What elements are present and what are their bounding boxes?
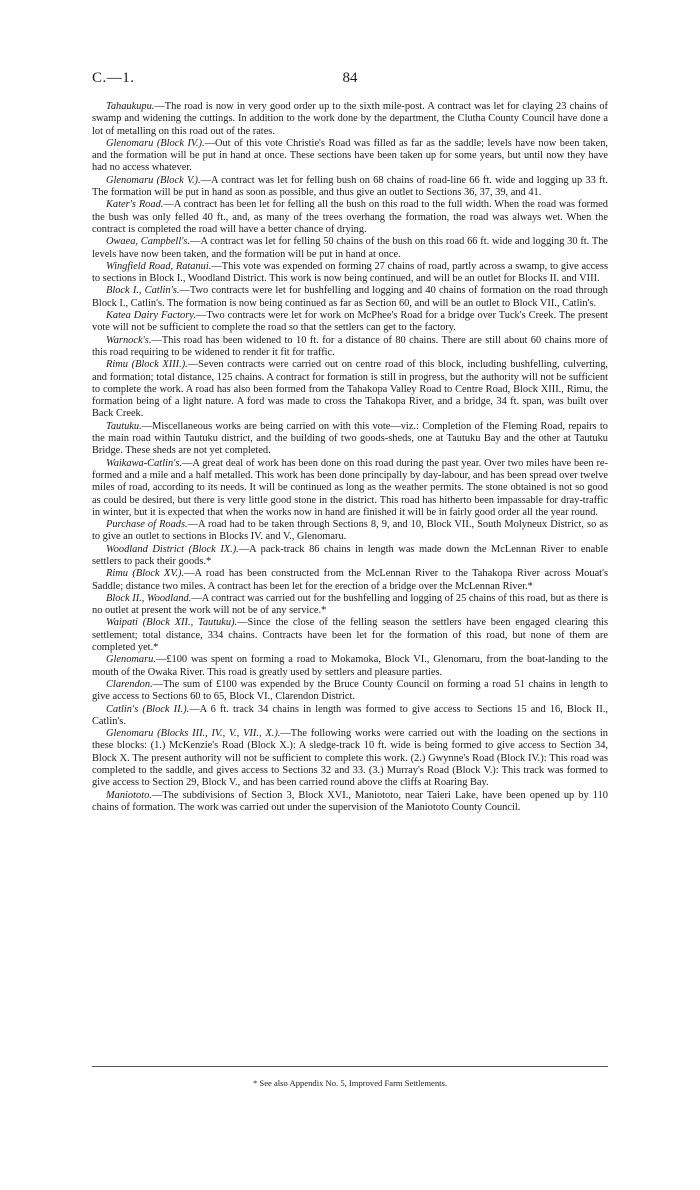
- paragraph-text: —A road has been constructed from the McLennan River to the Tahakopa River across Mouat's Saddle; distance two miles. A contract has been let for the erection of a bridge over the McLennan River.*: [92, 568, 608, 592]
- paragraph-text: —A contract was let for felling bush on 68 chains of road-line 66 ft. wide and logging up 33 ft. The formation will be put in hand as soon as possible, and thus give an outlet to Sections 36, 37, 39, and 41.: [92, 174, 608, 199]
- report-paragraph: [92, 359, 608, 420]
- paragraph-text: —Seven contracts were carried out on centre road of this block, including bushfelling, culverting, and formation; total distance, 125 chains. A contract for formation is still in progress, but the authority will not be sufficient to complete the work. A road has also been formed from the Tahakopa Valley Road to Centre Road, Block XIII., Rimu, the formation being of a light nature. A ford was made to cross the Tahakopa River, and a bridge, 34 ft. span, was built over Back Creek.: [92, 359, 609, 420]
- paragraph-text: —A contract was carried out for the bushfelling and logging of 25 chains of this road, but as there is no outlet at present the work will not be of any service.*: [92, 592, 609, 617]
- paragraph-heading: Maniototo.: [106, 789, 152, 801]
- paragraph-text: —Two contracts were let for work on McPhee's Road for a bridge over Tuck's Creek. The present vote will not be sufficient to complete the road so that the settlers can get to the factory.: [92, 310, 608, 334]
- report-paragraph: [92, 458, 608, 519]
- page-header: [92, 70, 608, 92]
- paragraph-text: —This vote was expended on forming 27 chains of road, partly across a swamp, to give access to sections in Block I., Woodland District. This work is now being continued, and will be an outlet for Blocks II. and VIII.: [92, 260, 608, 285]
- report-paragraph: [92, 728, 608, 789]
- report-paragraph: [92, 568, 608, 593]
- paragraph-heading: Kater's Road.: [106, 199, 164, 211]
- paragraph-heading: Waikawa-Catlin's.: [106, 457, 183, 469]
- paragraph-heading: Warnock's.: [106, 334, 152, 346]
- paragraph-text: —A 6 ft. track 34 chains in length was formed to give access to Sections 15 and 16, Block II., Catlin's.: [92, 703, 608, 727]
- report-paragraph: [92, 654, 608, 679]
- paragraph-heading: Block I., Catlin's.: [106, 285, 180, 297]
- paragraph-text: —A road had to be taken through Sections 8, 9, and 10, Block VII., South Molyneux District, so as to give an outlet to sections in Blocks IV. and V., Glenomaru.: [92, 519, 609, 543]
- paragraph-text: —The road is now in very good order up to the sixth mile-post. A contract was let for claying 23 chains of swamp and widening the cuttings. In addition to the work done by the department, the Clutha County Council have done a lot of metalling on this road out of the rates.: [92, 101, 608, 137]
- paragraph-heading: Clarendon.: [106, 678, 153, 690]
- paragraph-heading: Glenomaru (Block V.).: [106, 174, 201, 186]
- paragraph-heading: Tautuku.: [106, 420, 142, 432]
- report-paragraph: [92, 236, 608, 261]
- report-paragraph: [92, 101, 608, 138]
- paragraph-text: —A contract has been let for felling all the bush on this road to the full width. When the road was formed the bush was only felled 40 ft., and, as many of the trees overhang the formation, the road was always wet. When the contract is completed the road will have a better chance of drying.: [92, 199, 608, 235]
- paragraph-text: —A pack-track 86 chains in length was made down the McLennan River to enable settlers to pack their goods.*: [92, 543, 608, 567]
- report-paragraph: [92, 704, 608, 729]
- paragraph-heading: Glenomaru (Blocks III., IV., V., VII., X.).: [106, 728, 281, 740]
- paragraph-heading: Block II., Woodland.: [106, 592, 192, 604]
- paragraph-heading: Katea Dairy Factory.: [106, 310, 196, 322]
- report-paragraph: [92, 593, 608, 618]
- paragraph-text: —The subdivisions of Section 3, Block XVI., Maniototo, near Taieri Lake, have been opened up by 110 chains of formation. The work was carried out under the supervision of the Maniototo County Council.: [92, 789, 608, 813]
- paragraph-text: —A great deal of work has been done on this road during the past year. Over two miles have been re-formed and a mile and a half metalled. This work has been done principally by day-labour, and has been spread over twelve miles of road, according to its needs. It will be continued as long as the weather permits. The stone obtained is not so good as could be desired, but there is very little good stone in the district. This road has hitherto been impassable for dray-traffic in winter, but it is expected that when the works now in hand are finished it will be in fairly good order all the year round.: [92, 457, 608, 518]
- report-paragraph: [92, 335, 608, 360]
- paragraph-text: —Since the close of the felling season the settlers have been engaged clearing this settlement; total distance, 334 chains. Contracts have been let for the formation of this road, but none of them are completed yet.*: [92, 617, 608, 654]
- paragraph-text: —A contract was let for felling 50 chains of the bush on this road 66 ft. wide and logging 30 ft. The levels have now been taken, and the formation will be put in hand at once.: [92, 236, 609, 260]
- paragraph-heading: Tahaukupu.: [106, 101, 155, 112]
- paragraph-heading: Purchase of Roads.: [106, 519, 188, 531]
- paragraph-text: —The sum of £100 was expended by the Bruce County Council on forming a road 51 chains in length to give access to Sections 60 to 65, Block VI., Clarendon District.: [92, 678, 608, 703]
- report-paragraph: [92, 421, 608, 458]
- paragraph-text: —Miscellaneous works are being carried on with this vote—viz.: Completion of the Fleming Road, repairs to the main road within Tautuku district, and the building of two goods-sheds, one at Tautuku Bay and the other at Tautuku Bridge. These sheds are not yet completed.: [92, 420, 608, 457]
- report-paragraph: [92, 544, 608, 569]
- paragraph-heading: Woodland District (Block IX.).: [106, 543, 239, 555]
- report-paragraph: [92, 310, 608, 335]
- document-reference: C.—1.: [92, 70, 135, 86]
- report-paragraph: [92, 679, 608, 704]
- paragraph-heading: Waipati (Block XII., Tautuku).: [106, 617, 238, 629]
- paragraph-text: —£100 was spent on forming a road to Mokamoka, Block VI., Glenomaru, from the boat-landing to the mouth of the Owaka River. This road is greatly used by settlers and pleasure parties.: [92, 654, 608, 678]
- paragraph-heading: Glenomaru.: [106, 654, 156, 666]
- paragraph-text: —This road has been widened to 10 ft. for a distance of 80 chains. There are still about 60 chains more of this road requiring to be widened to render it fit for traffic.: [92, 334, 608, 358]
- report-paragraph: [92, 199, 608, 236]
- footnote: * See also Appendix No. 5, Improved Farm Settlements.: [252, 1078, 448, 1088]
- page-number: 84: [342, 70, 358, 86]
- paragraph-text: —The following works were carried out with the loading on the sections in these blocks: (1.) McKenzie's Road (Block X.): A sledge-track 10 ft. wide is being formed to give access to Section 34, Block X. The present authority will not be sufficient to complete this work. (2.) Gwynne's Road (Block IV.): This road was completed to the saddle, and gives access to Sections 32 and 33. (3.) Murray's Road (Block V.): This track was formed to give access to Section 29, Block V., and has been carried round above the cliffs at Roaring Bay.: [92, 728, 608, 789]
- report-paragraph: [92, 261, 608, 286]
- paragraph-heading: Owaea, Campbell's.: [106, 236, 191, 248]
- report-paragraph: [92, 519, 608, 544]
- footnote-divider: [92, 1066, 608, 1067]
- report-paragraph: [92, 617, 608, 654]
- paragraph-heading: Glenomaru (Block IV.).: [106, 137, 205, 149]
- paragraph-text: —Out of this vote Christie's Road was filled as far as the saddle; levels have now been taken, and the formation will be put in hand at once. These sections have been taken up for some years, but until now they have had no access whatever.: [92, 137, 609, 174]
- report-body: [92, 101, 608, 814]
- paragraph-text: —Two contracts were let for bushfelling and logging and 40 chains of formation on the road through Block I., Catlin's. The formation is now being continued as far as Section 60, and will be an outlet to Block VII., Catlin's.: [92, 285, 608, 309]
- paragraph-heading: Wingfield Road, Ratanui.: [106, 260, 212, 272]
- report-paragraph: [92, 138, 608, 175]
- paragraph-heading: Rimu (Block XIII.).: [106, 359, 188, 371]
- report-paragraph: [92, 790, 608, 815]
- report-paragraph: [92, 285, 608, 310]
- paragraph-heading: Catlin's (Block II.).: [106, 703, 190, 715]
- report-paragraph: [92, 175, 608, 200]
- paragraph-heading: Rimu (Block XV.).: [106, 568, 185, 580]
